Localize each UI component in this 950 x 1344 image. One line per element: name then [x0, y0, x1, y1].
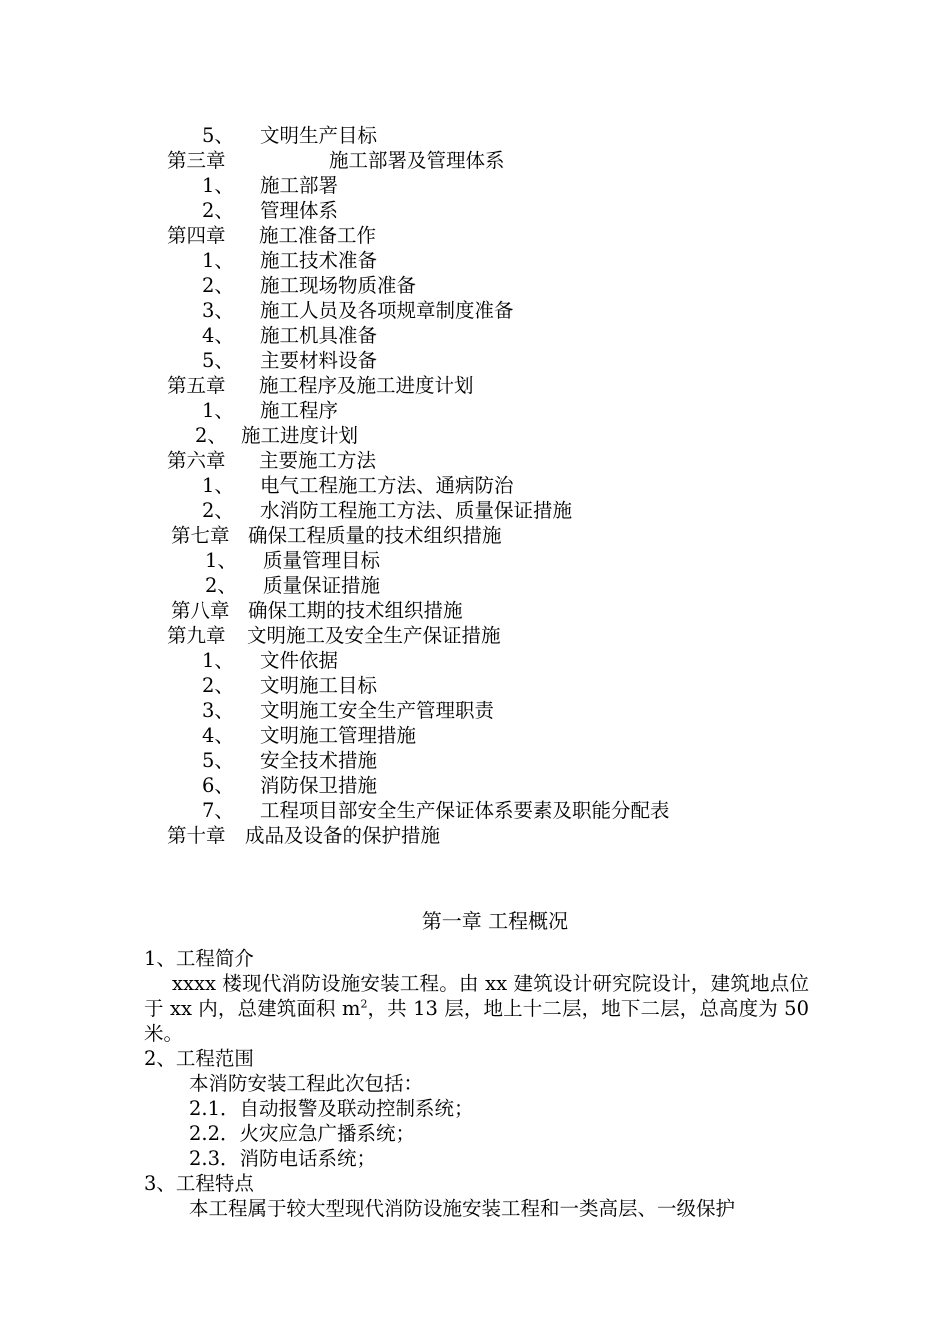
toc-chapter — [167, 448, 376, 473]
toc-number: 1、 — [202, 174, 234, 197]
toc-number: 4、 — [202, 324, 234, 347]
toc-number: 2、 — [202, 674, 234, 697]
list-item: 2.2．火灾应急广播系统； — [189, 1122, 416, 1145]
paragraph-text: 本工程属于较大型现代消防设施安装工程和一类高层、一级保护 — [189, 1197, 736, 1220]
toc-number: 4、 — [202, 724, 234, 747]
toc-text: 工程项目部安全生产保证体系要素及职能分配表 — [260, 799, 670, 822]
toc-chapter-title: 施工准备工作 — [259, 224, 377, 247]
toc-item — [202, 498, 572, 523]
toc-text: 施工技术准备 — [260, 249, 378, 272]
toc-item — [202, 348, 377, 373]
toc-text: 电气工程施工方法、通病防治 — [260, 474, 514, 497]
toc-text: 文件依据 — [260, 649, 339, 672]
toc-item — [202, 798, 670, 823]
toc-item — [202, 723, 416, 748]
toc-text: 施工机具准备 — [260, 324, 378, 347]
toc-text: 施工程序 — [260, 399, 339, 422]
toc-text: 文明施工安全生产管理职责 — [260, 699, 495, 722]
list-item: 2.3．消防电话系统； — [189, 1147, 377, 1170]
paragraph-text: xxxx 楼现代消防设施安装工程。由 xx 建筑设计研究院设计，建筑地点位于 xx 内，总建筑面积 m — [144, 972, 809, 1020]
toc-number: 2、 — [195, 424, 227, 447]
toc-item — [202, 198, 338, 223]
toc-item — [205, 573, 380, 598]
superscript: 2 — [360, 997, 368, 1011]
toc-item — [202, 323, 377, 348]
toc-text: 主要材料设备 — [260, 349, 378, 372]
toc-chapter-title: 确保工期的技术组织措施 — [248, 599, 463, 622]
toc-text: 文明施工目标 — [260, 674, 378, 697]
toc-number: 3、 — [202, 299, 234, 322]
toc-text: 消防保卫措施 — [260, 774, 378, 797]
toc-chapter — [167, 148, 505, 173]
toc-chapter-title: 成品及设备的保护措施 — [245, 824, 441, 847]
toc-text: 管理体系 — [260, 199, 339, 222]
toc-item — [202, 273, 416, 298]
toc-number: 1、 — [202, 649, 234, 672]
toc-item — [202, 248, 377, 273]
toc-chapter-title: 文明施工及安全生产保证措施 — [247, 624, 501, 647]
paragraph-text: ，共 13 层，地上十二层，地下二层，总高度为 50 米。 — [144, 997, 809, 1045]
toc-text: 施工现场物质准备 — [260, 274, 417, 297]
toc-chapter-number: 第九章 — [167, 624, 226, 647]
toc-number: 5、 — [202, 349, 234, 372]
toc-text: 水消防工程施工方法、质量保证措施 — [260, 499, 573, 522]
section-heading: 3、工程特点 — [144, 1172, 254, 1195]
toc-number: 3、 — [202, 699, 234, 722]
toc-text: 文明施工管理措施 — [260, 724, 417, 747]
toc-item — [205, 548, 380, 573]
toc-item — [202, 398, 338, 423]
toc-chapter — [167, 623, 501, 648]
section-heading: 1、工程简介 — [144, 947, 254, 970]
toc-text: 施工人员及各项规章制度准备 — [260, 299, 514, 322]
toc-number: 1、 — [202, 249, 234, 272]
toc-chapter — [171, 598, 463, 623]
toc-number: 2、 — [202, 274, 234, 297]
toc-item — [195, 423, 358, 448]
toc-text: 施工进度计划 — [241, 424, 359, 447]
paragraph-text: 本消防安装工程此次包括： — [189, 1072, 424, 1095]
toc-text: 安全技术措施 — [260, 749, 378, 772]
toc-chapter-number: 第五章 — [167, 374, 226, 397]
toc-item — [202, 648, 338, 673]
toc-chapter-number: 第六章 — [167, 449, 226, 472]
toc-chapter-number: 第四章 — [167, 224, 226, 247]
toc-number: 7、 — [202, 799, 234, 822]
toc-item — [202, 698, 494, 723]
toc-chapter-number: 第十章 — [167, 824, 226, 847]
toc-chapter — [167, 823, 440, 848]
toc-number: 1、 — [202, 399, 234, 422]
toc-item — [202, 473, 514, 498]
section-heading: 2、工程范围 — [144, 1047, 254, 1070]
toc-number: 2、 — [205, 574, 237, 597]
toc-item — [202, 773, 377, 798]
toc-item — [202, 123, 377, 148]
toc-chapter-number: 第七章 — [171, 524, 230, 547]
toc-number: 5、 — [202, 124, 234, 147]
toc-number: 1、 — [205, 549, 237, 572]
toc-chapter — [167, 373, 474, 398]
toc-text: 质量保证措施 — [263, 574, 381, 597]
section-paragraph — [144, 971, 809, 1046]
toc-text: 质量管理目标 — [263, 549, 381, 572]
toc-text: 施工部署 — [260, 174, 339, 197]
toc-chapter-title: 确保工程质量的技术组织措施 — [248, 524, 502, 547]
toc-chapter-title: 主要施工方法 — [259, 449, 377, 472]
toc-chapter-title: 施工程序及施工进度计划 — [259, 374, 474, 397]
toc-chapter-title: 施工部署及管理体系 — [329, 149, 505, 172]
toc-number: 2、 — [202, 499, 234, 522]
toc-item — [202, 748, 377, 773]
toc-item — [202, 173, 338, 198]
toc-text: 文明生产目标 — [260, 124, 378, 147]
list-item: 2.1．自动报警及联动控制系统； — [189, 1097, 474, 1120]
toc-item — [202, 298, 514, 323]
chapter-title: 第一章 工程概况 — [421, 909, 569, 933]
toc-number: 6、 — [202, 774, 234, 797]
toc-chapter-number: 第八章 — [171, 599, 230, 622]
toc-number: 2、 — [202, 199, 234, 222]
toc-chapter-number: 第三章 — [167, 149, 226, 172]
toc-chapter — [171, 523, 502, 548]
toc-number: 5、 — [202, 749, 234, 772]
toc-item — [202, 673, 377, 698]
toc-number: 1、 — [202, 474, 234, 497]
toc-chapter — [167, 223, 376, 248]
